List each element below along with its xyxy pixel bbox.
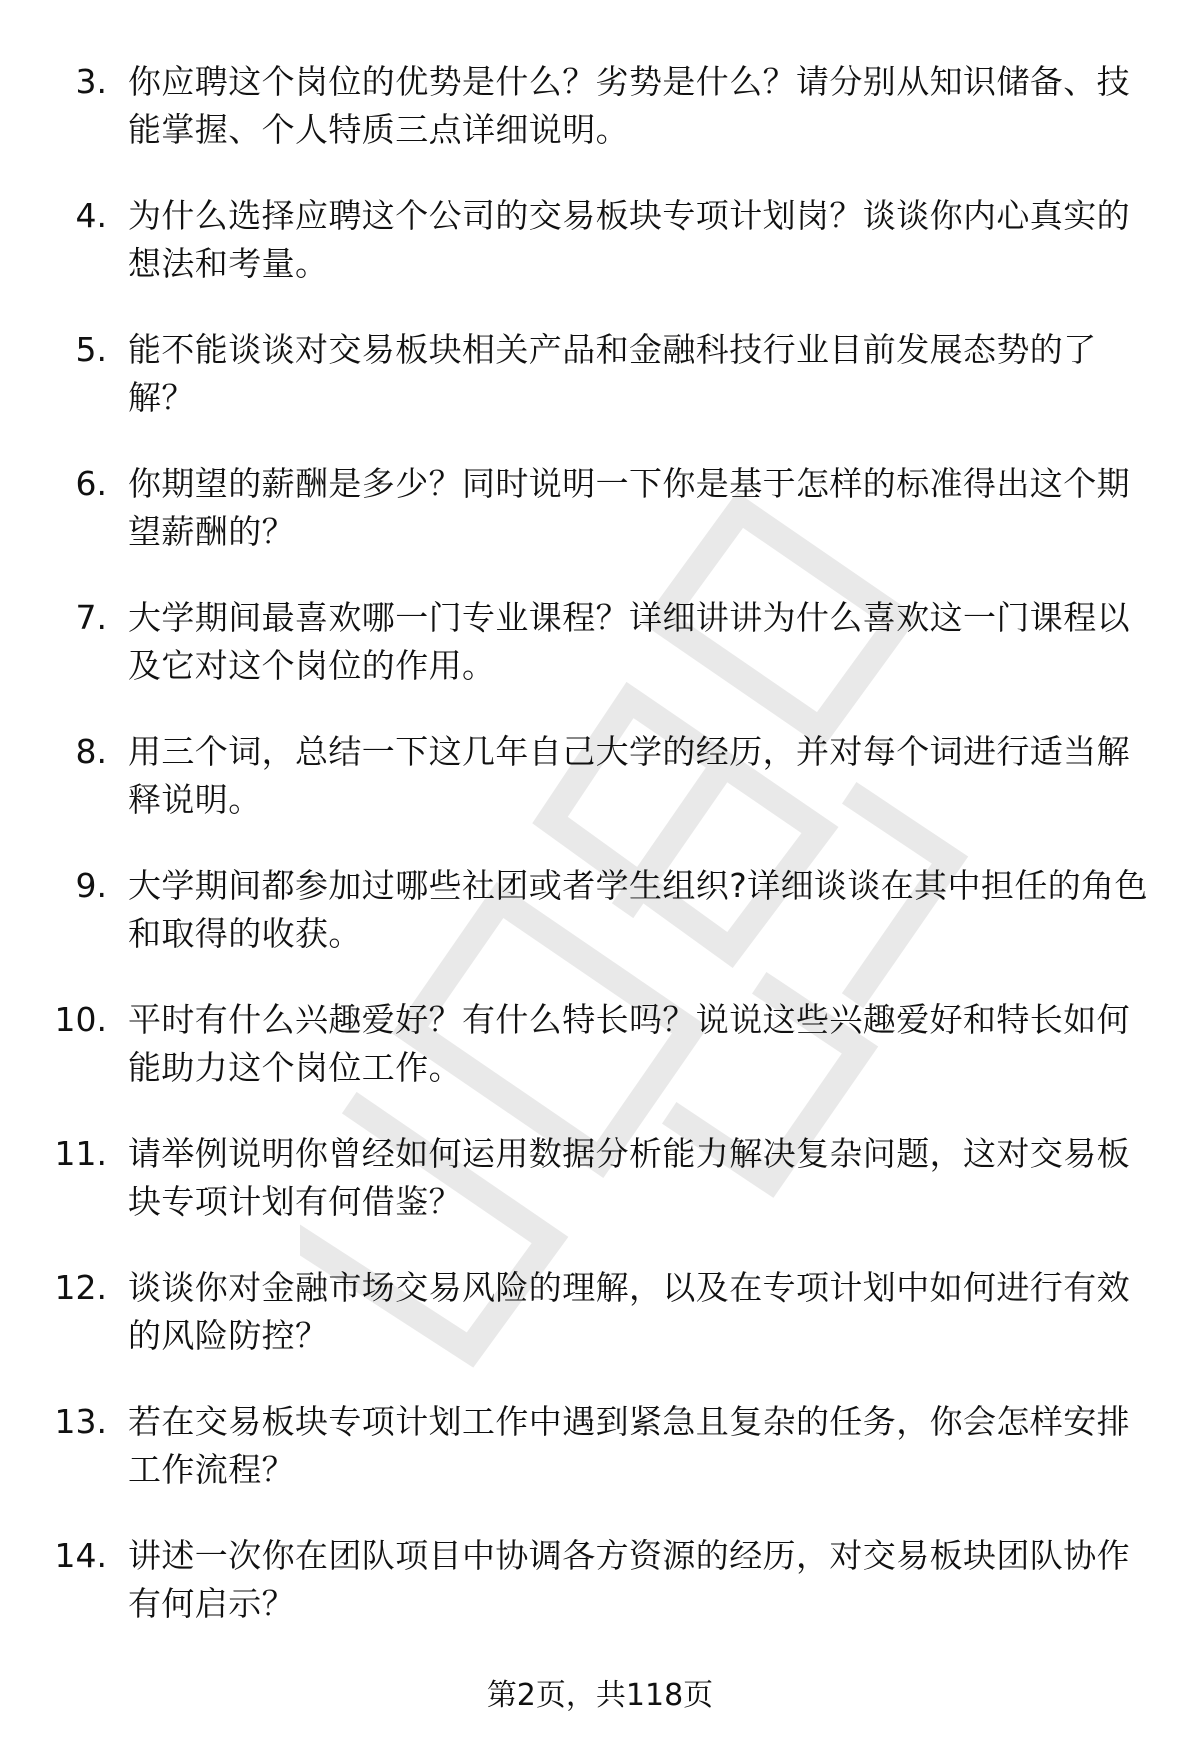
list-item [0, 1130, 1200, 1264]
question-number: 9. [75, 866, 107, 905]
list-item [0, 1264, 1200, 1398]
question-number: 8. [75, 732, 107, 771]
question-number: 7. [75, 598, 107, 637]
list-item [0, 326, 1200, 460]
page-footer: 第2页，共118页 [486, 1678, 714, 1713]
question-text: 你期望的薪酬是多少？同时说明一下你是基于怎样的标准得出这个期望薪酬的？ [128, 464, 1130, 551]
list-item [0, 1398, 1200, 1532]
question-text: 若在交易板块专项计划工作中遇到紧急且复杂的任务，你会怎样安排工作流程？ [128, 1402, 1130, 1489]
list-item [0, 58, 1200, 192]
question-text: 讲述一次你在团队项目中协调各方资源的经历，对交易板块团队协作有何启示？ [128, 1536, 1130, 1623]
question-number: 11. [54, 1134, 107, 1173]
list-item [0, 996, 1200, 1130]
question-text: 平时有什么兴趣爱好？有什么特长吗？说说这些兴趣爱好和特长如何能助力这个岗位工作。 [128, 1000, 1130, 1087]
list-item [0, 594, 1200, 728]
question-text: 用三个词，总结一下这几年自己大学的经历，并对每个词进行适当解释说明。 [128, 732, 1130, 819]
question-text: 大学期间最喜欢哪一门专业课程？详细讲讲为什么喜欢这一门课程以及它对这个岗位的作用。 [128, 598, 1130, 685]
question-number: 10. [54, 1000, 107, 1039]
list-item [0, 460, 1200, 594]
question-text: 能不能谈谈对交易板块相关产品和金融科技行业目前发展态势的了解？ [128, 330, 1097, 417]
question-number: 13. [54, 1402, 107, 1441]
question-text: 为什么选择应聘这个公司的交易板块专项计划岗？谈谈你内心真实的想法和考量。 [128, 196, 1130, 283]
list-item [0, 1532, 1200, 1666]
list-item [0, 862, 1200, 996]
question-number: 6. [75, 464, 107, 503]
question-number: 3. [75, 62, 107, 101]
question-text: 请举例说明你曾经如何运用数据分析能力解决复杂问题，这对交易板块专项计划有何借鉴？ [128, 1134, 1130, 1221]
question-text: 你应聘这个岗位的优势是什么？劣势是什么？请分别从知识储备、技能掌握、个人特质三点详细说明。 [128, 62, 1130, 149]
question-number: 5. [75, 330, 107, 369]
list-item [0, 728, 1200, 862]
question-number: 12. [54, 1268, 107, 1307]
question-number: 14. [54, 1536, 107, 1575]
question-list [0, 58, 1200, 1666]
question-text: 谈谈你对金融市场交易风险的理解，以及在专项计划中如何进行有效的风险防控？ [128, 1268, 1130, 1355]
question-text: 大学期间都参加过哪些社团或者学生组织?详细谈谈在其中担任的角色和取得的收获。 [128, 866, 1148, 953]
list-item [0, 192, 1200, 326]
question-number: 4. [75, 196, 107, 235]
